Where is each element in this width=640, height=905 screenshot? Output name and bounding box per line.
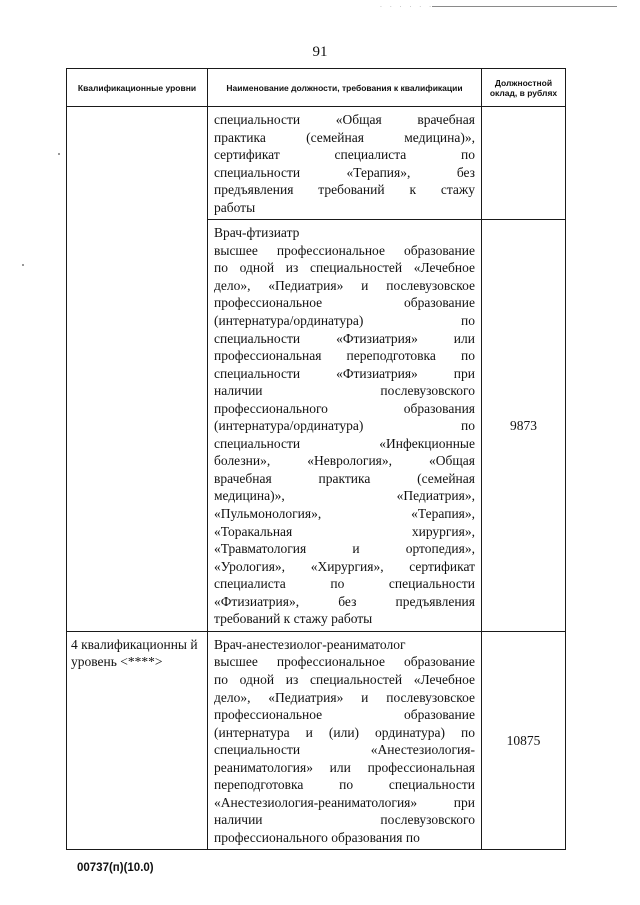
table-header-row bbox=[67, 69, 566, 107]
qualification-level-cell bbox=[67, 107, 208, 632]
requirement-text-line: «Травматология и ортопедия», bbox=[214, 541, 475, 557]
table-row bbox=[67, 631, 566, 850]
requirement-text-line: по одной из специальностей «Лечебное bbox=[214, 260, 475, 276]
salary-cell: 9873 bbox=[482, 220, 566, 632]
header-position: Наименование должности, требования к квалификации bbox=[208, 69, 482, 107]
header-level: Квалификационные уровни bbox=[67, 69, 208, 107]
scan-speck bbox=[22, 264, 24, 266]
qualification-table bbox=[66, 68, 566, 850]
requirement-text-line: «Анестезиология-реаниматология» при bbox=[214, 794, 475, 810]
requirement-text-line: специальности «Общая врачебная bbox=[214, 112, 475, 127]
requirement-text-line: требований к стажу работы bbox=[214, 611, 373, 627]
position-requirements-cell bbox=[208, 107, 482, 220]
requirement-text-line: врачебная практика (семейная bbox=[214, 470, 475, 486]
requirement-text-line: специальности «Фтизиатрия» при bbox=[214, 365, 475, 381]
requirement-text-line: (интернатура и (или) ординатура) по bbox=[214, 724, 475, 740]
requirement-text-line: переподготовка по специальности bbox=[214, 777, 475, 793]
requirement-text-line: Врач-фтизиатр bbox=[214, 225, 300, 241]
qualification-level-cell: 4 квалификационны й уровень <****> bbox=[67, 631, 208, 850]
document-code: 00737(п)(10.0) bbox=[77, 862, 154, 874]
requirement-text-line: специальности «Инфекционные bbox=[214, 435, 475, 451]
requirement-text-line: профессиональное образование bbox=[214, 707, 475, 723]
requirement-text-line: практика (семейная медицина)», bbox=[214, 129, 475, 145]
requirement-text-line: работы bbox=[214, 199, 256, 215]
requirement-text-line: профессионального образования по bbox=[214, 829, 420, 845]
position-requirements-cell bbox=[208, 631, 482, 850]
requirement-text-line: профессионального образования bbox=[214, 400, 475, 416]
scan-artifact-dots: · · · · · · · · bbox=[380, 4, 454, 11]
scan-speck bbox=[58, 153, 60, 155]
requirement-text-line: наличии послевузовского bbox=[214, 812, 475, 828]
requirement-text-line: (интернатура/ординатура) по bbox=[214, 313, 475, 329]
requirement-text-line: реаниматология» или профессиональная bbox=[214, 759, 475, 775]
requirement-text-line: «Урология», «Хирургия», сертификат bbox=[214, 558, 475, 574]
requirement-text-line: Врач-анестезиолог-реаниматолог bbox=[214, 636, 406, 652]
requirement-text-line: по одной из специальностей «Лечебное bbox=[214, 671, 475, 687]
requirement-text-line: болезни», «Неврология», «Общая bbox=[214, 453, 475, 469]
requirement-text-line: «Фтизиатрия», без предъявления bbox=[214, 593, 475, 609]
requirement-text-line: специальности «Терапия», без bbox=[214, 164, 475, 180]
requirement-text-line: высшее профессиональное образование bbox=[214, 654, 475, 670]
header-salary: Должностной оклад, в рублях bbox=[482, 69, 566, 107]
requirement-text-line: специальности «Анестезиология- bbox=[214, 742, 475, 758]
table-row bbox=[67, 107, 566, 220]
requirement-text-line: наличии послевузовского bbox=[214, 383, 475, 399]
requirement-text-line: медицина)», «Педиатрия», bbox=[214, 488, 475, 504]
requirement-text-line: дело», «Педиатрия» и послевузовское bbox=[214, 689, 475, 705]
requirement-text-line: предъявления требований к стажу bbox=[214, 182, 475, 198]
requirement-text-line: «Торакальная хирургия», bbox=[214, 523, 475, 539]
requirement-text-line: «Пульмонология», «Терапия», bbox=[214, 506, 475, 522]
scan-artifact-line bbox=[432, 6, 617, 7]
requirement-text-line: специалиста по специальности bbox=[214, 576, 475, 592]
requirement-text-line: специальности «Фтизиатрия» или bbox=[214, 330, 475, 346]
requirement-text-line: профессиональное образование bbox=[214, 295, 475, 311]
requirement-text-line: сертификат специалиста по bbox=[214, 147, 475, 163]
requirement-text-line: дело», «Педиатрия» и послевузовское bbox=[214, 277, 475, 293]
requirement-text-line: (интернатура/ординатура) по bbox=[214, 418, 475, 434]
salary-cell: 10875 bbox=[482, 631, 566, 850]
requirement-text-line: высшее профессиональное образование bbox=[214, 242, 475, 258]
position-requirements-cell bbox=[208, 220, 482, 632]
salary-cell bbox=[482, 107, 566, 220]
requirement-text-line: профессиональная переподготовка по bbox=[214, 348, 475, 364]
page-number: 91 bbox=[312, 44, 328, 60]
